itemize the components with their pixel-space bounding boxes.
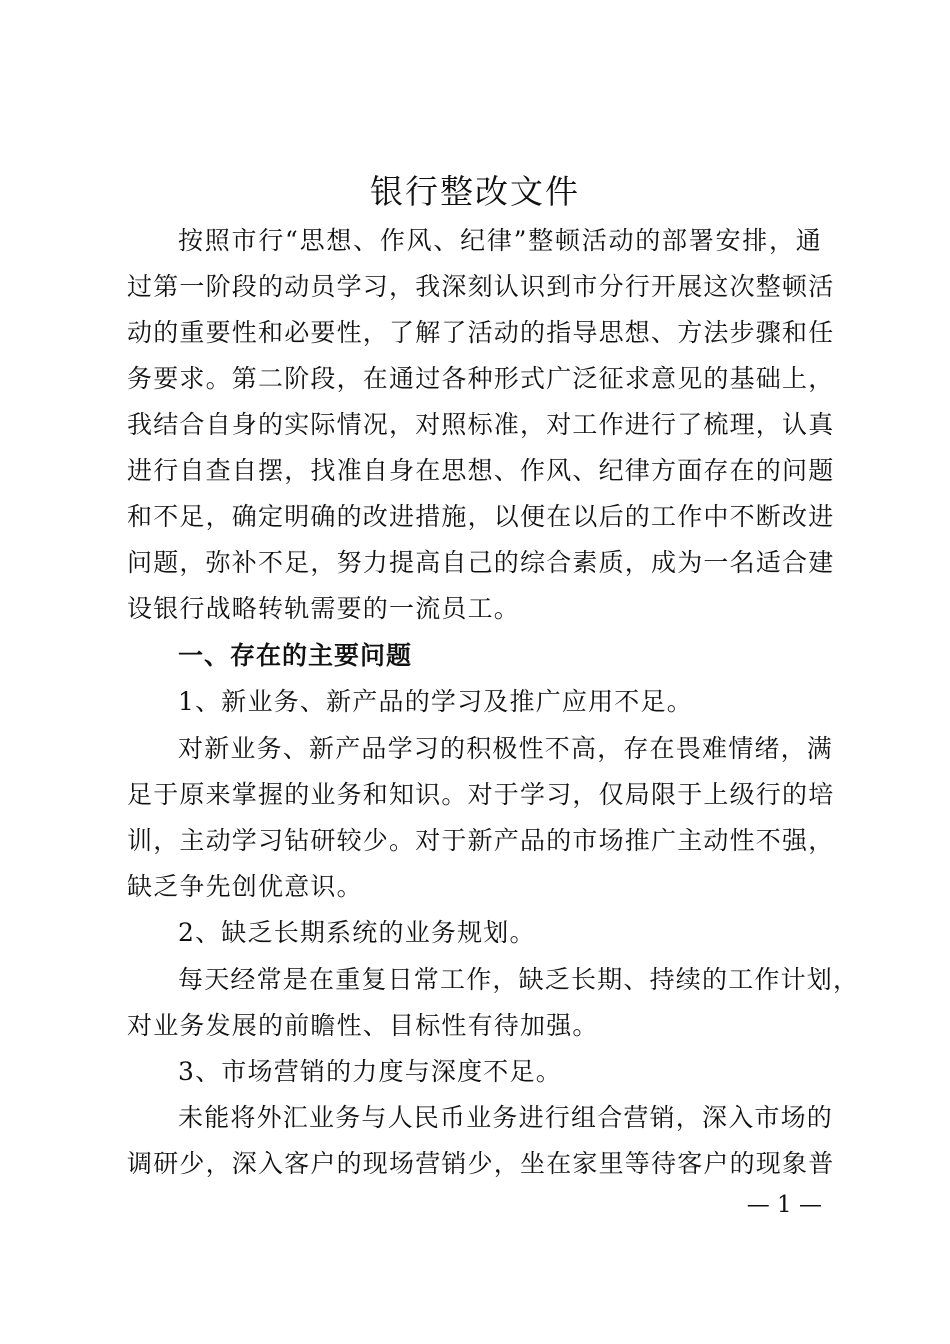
paragraph-line: 问题，弥补不足，努力提高自己的综合素质，成为一名适合建	[127, 548, 835, 577]
paragraph-line: 缺乏争先创优意识。	[127, 872, 363, 901]
item-heading: 2、缺乏长期系统的业务规划。	[178, 918, 536, 947]
paragraph-line: 对业务发展的前瞻性、目标性有待加强。	[127, 1011, 599, 1040]
item-heading: 1、新业务、新产品的学习及推广应用不足。	[178, 687, 693, 716]
paragraph-line: 每天经常是在重复日常工作，缺乏长期、持续的工作计划，	[178, 965, 860, 994]
paragraph-line: 按照市行“思想、作风、纪律”整顿活动的部署安排，通	[178, 226, 822, 255]
paragraph-line: 过第一阶段的动员学习，我深刻认识到市分行开展这次整顿活	[127, 272, 835, 301]
page-number: — 1 —	[746, 1192, 822, 1218]
paragraph-line: 未能将外汇业务与人民币业务进行组合营销，深入市场的	[178, 1103, 834, 1132]
paragraph-line: 和不足，确定明确的改进措施，以便在以后的工作中不断改进	[127, 502, 835, 531]
paragraph-line: 设银行战略转轨需要的一流员工。	[127, 594, 521, 623]
paragraph-line: 动的重要性和必要性，了解了活动的指导思想、方法步骤和任	[127, 318, 835, 347]
paragraph-line: 我结合自身的实际情况，对照标准，对工作进行了梳理，认真	[127, 410, 835, 439]
paragraph-line: 调研少，深入客户的现场营销少，坐在家里等待客户的现象普	[127, 1149, 835, 1178]
paragraph-line: 务要求。第二阶段，在通过各种形式广泛征求意见的基础上，	[127, 364, 835, 393]
item-heading: 3、市场营销的力度与深度不足。	[178, 1057, 562, 1086]
paragraph-line: 足于原来掌握的业务和知识。对于学习，仅局限于上级行的培	[127, 780, 835, 809]
paragraph-line: 对新业务、新产品学习的积极性不高，存在畏难情绪，满	[178, 734, 834, 763]
paragraph-line: 进行自查自摆，找准自身在思想、作风、纪律方面存在的问题	[127, 456, 835, 485]
section-heading: 一、存在的主要问题	[178, 641, 413, 670]
document-title: 银行整改文件	[370, 172, 580, 211]
paragraph-line: 训，主动学习钻研较少。对于新产品的市场推广主动性不强，	[127, 826, 835, 855]
